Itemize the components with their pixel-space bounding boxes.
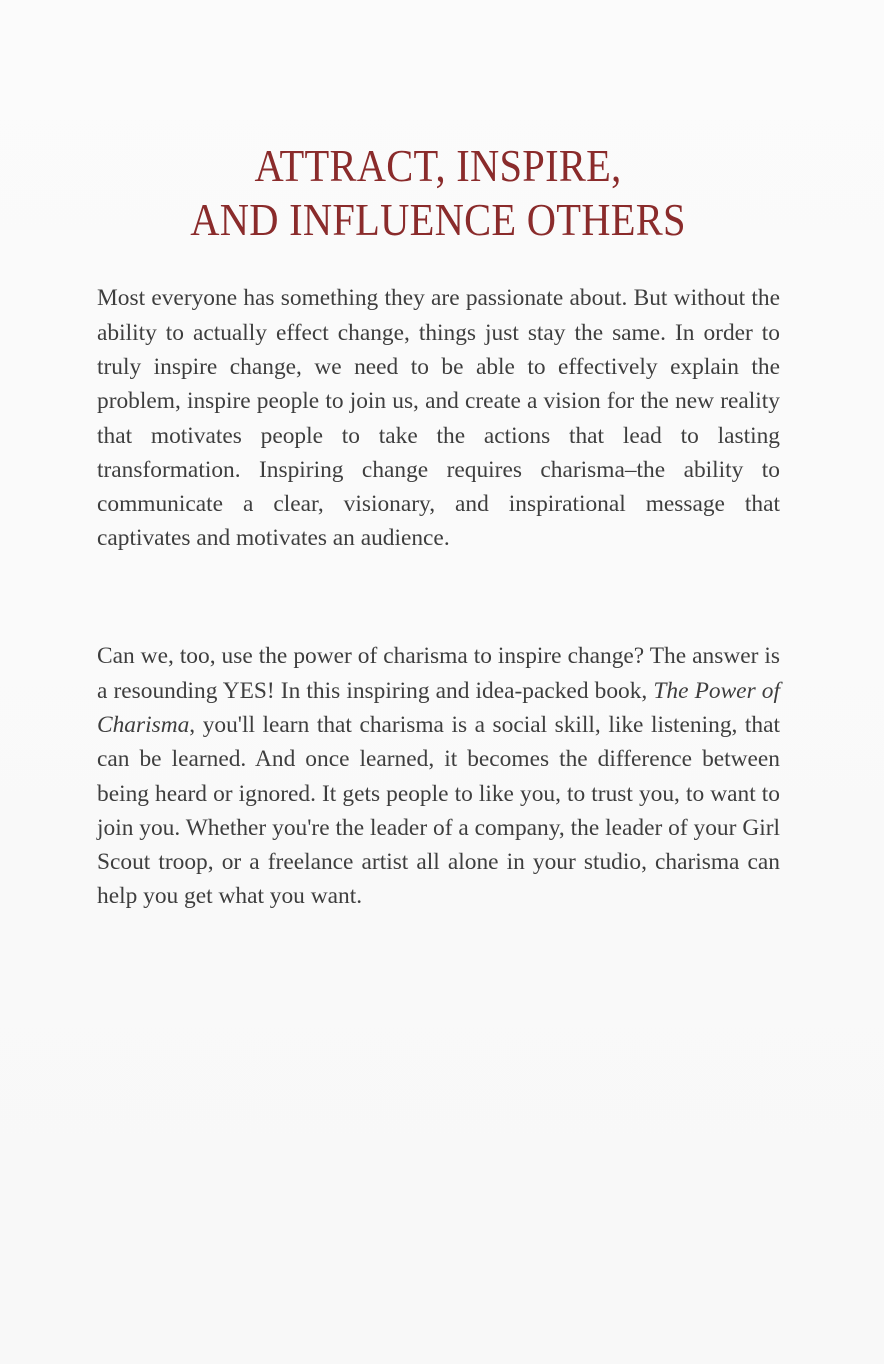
- headline-line-1: ATTRACT, INSPIRE,: [254, 139, 622, 191]
- book-title: The Power of Charisma: [97, 677, 780, 738]
- description-paragraph-2: [97, 639, 780, 913]
- headline-line-2: AND INFLUENCE OTHERS: [190, 193, 686, 245]
- description-paragraph-1: Most everyone has something they are passionate about. But without the ability to actually effect change, things just stay the same. In order to truly inspire change, we need to be able to effectively explain the problem, inspire people to join us, and create a vision for the new reality that motivates people to take the actions that lead to lasting transformation. Inspiring change requires charisma–the ability to communicate a clear, visionary, and inspirational message that captivates and motivates an audience.: [97, 285, 780, 552]
- paragraph-2-rest: , you'll learn that charisma is a social skill, like listening, that can be learned. And once learned, it becomes the difference between being heard or ignored. It gets people to like you, to trust you, to want to join you. Whether you're the leader of a company, the leader of your Girl Scout troop, or a freelance artist all alone in your studio, charisma can help you get what you want.: [97, 711, 780, 910]
- paragraph-2-intro: Can we, too, use the power of charisma to inspire change? The answer is a resounding YES! In this inspiring and idea-packed book,: [97, 643, 780, 704]
- headline: [53, 139, 824, 247]
